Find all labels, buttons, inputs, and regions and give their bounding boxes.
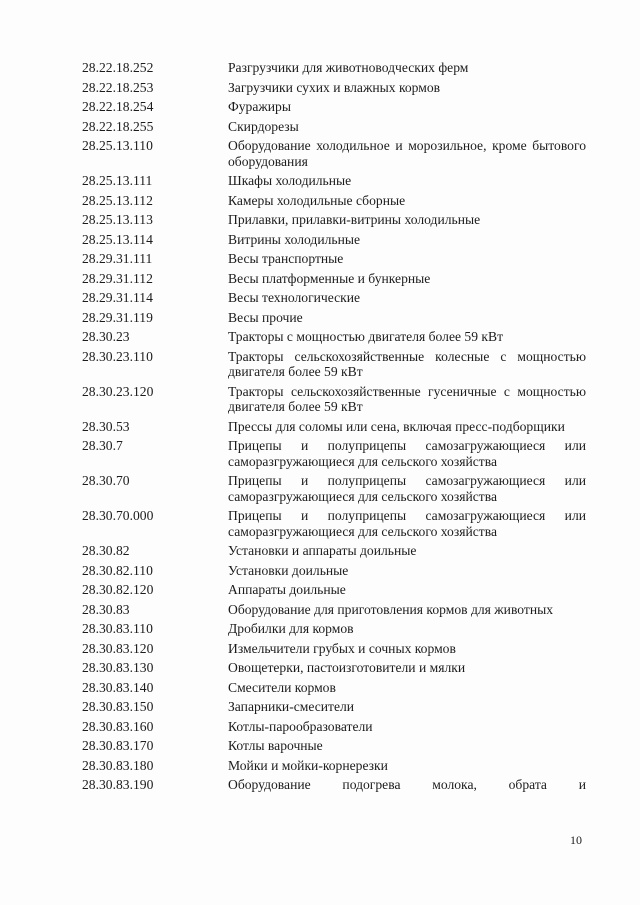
table-row <box>82 658 586 678</box>
table-row <box>82 249 586 269</box>
okpd-code: 28.22.18.255 <box>82 118 154 134</box>
item-description: Витрины холодильные <box>228 231 361 247</box>
table-row <box>82 288 586 308</box>
item-description: Дробилки для кормов <box>228 621 354 636</box>
okpd-code: 28.30.83.120 <box>82 640 154 656</box>
item-description: Прицепы и полуприцепы самозагружающиеся или саморазгружающиеся для сельского хозяйства <box>228 473 586 504</box>
okpd-code: 28.29.31.119 <box>82 309 153 325</box>
table-row <box>82 191 586 211</box>
table-row <box>82 639 586 659</box>
table-row <box>82 506 586 541</box>
item-description: Овощетерки, пастоизготовители и мялки <box>228 660 466 675</box>
table-row <box>82 117 586 137</box>
table-row <box>82 619 586 639</box>
item-description: Тракторы сельскохозяйственные колесные с мощностью двигателя более 59 кВт <box>228 348 586 379</box>
item-description: Весы прочие <box>228 309 303 325</box>
item-description: Установки доильные <box>228 562 349 578</box>
item-description: Шкафы холодильные <box>228 173 352 188</box>
table-row <box>82 436 586 471</box>
table-row <box>82 697 586 717</box>
item-description: Котлы-парообразователи <box>228 718 373 734</box>
okpd-code: 28.22.18.252 <box>82 60 154 75</box>
table-row <box>82 97 586 117</box>
okpd-code: 28.30.83.150 <box>82 699 154 714</box>
item-description: Скирдорезы <box>228 118 299 134</box>
okpd-code: 28.30.83 <box>82 601 130 617</box>
okpd-code: 28.30.70 <box>82 473 130 488</box>
okpd-code: 28.25.13.113 <box>82 212 153 227</box>
okpd-code: 28.30.82 <box>82 543 130 558</box>
table-body <box>82 58 586 795</box>
okpd-code: 28.25.13.110 <box>82 138 153 153</box>
table-row <box>82 417 586 437</box>
okpd-code: 28.30.83.140 <box>82 679 154 695</box>
table-row <box>82 269 586 289</box>
table-row <box>82 717 586 737</box>
table-row <box>82 471 586 506</box>
table-row <box>82 230 586 250</box>
okpd-code: 28.25.13.112 <box>82 192 153 208</box>
okpd-code: 28.30.82.110 <box>82 562 153 578</box>
okpd-code: 28.22.18.253 <box>82 79 154 95</box>
okpd-code-table <box>82 58 586 795</box>
okpd-code: 28.30.83.180 <box>82 757 154 773</box>
item-description: Прилавки, прилавки-витрины холодильные <box>228 212 481 227</box>
item-description: Весы технологические <box>228 290 361 305</box>
okpd-code: 28.30.83.160 <box>82 718 154 734</box>
okpd-code: 28.30.53 <box>82 418 130 434</box>
table-row <box>82 775 586 795</box>
okpd-code: 28.30.70.000 <box>82 508 154 523</box>
table-row <box>82 78 586 98</box>
table-row <box>82 210 586 230</box>
item-description: Оборудование холодильное и морозильное, кроме бытового оборудования <box>228 138 586 169</box>
item-description: Аппараты доильные <box>228 582 346 597</box>
table-row <box>82 136 586 171</box>
table-row <box>82 382 586 417</box>
item-description: Котлы варочные <box>228 738 323 753</box>
item-description: Оборудование подогрева молока, обрата и <box>228 777 586 792</box>
okpd-code: 28.30.23.110 <box>82 348 153 364</box>
okpd-code: 28.30.82.120 <box>82 582 154 597</box>
item-description: Разгрузчики для животноводческих ферм <box>228 60 469 75</box>
item-description: Прицепы и полуприцепы самозагружающиеся или саморазгружающиеся для сельского хозяйства <box>228 438 586 469</box>
okpd-code: 28.30.23.120 <box>82 383 154 399</box>
okpd-code: 28.30.83.190 <box>82 777 154 792</box>
item-description: Весы платформенные и бункерные <box>228 270 431 286</box>
item-description: Установки и аппараты доильные <box>228 543 417 558</box>
okpd-code: 28.22.18.254 <box>82 99 154 114</box>
table-row <box>82 678 586 698</box>
okpd-code: 28.25.13.111 <box>82 173 153 188</box>
okpd-code: 28.29.31.114 <box>82 290 153 305</box>
item-description: Камеры холодильные сборные <box>228 192 406 208</box>
okpd-code: 28.30.7 <box>82 438 123 453</box>
okpd-code: 28.30.83.110 <box>82 621 153 636</box>
okpd-code: 28.30.83.130 <box>82 660 154 675</box>
table-row <box>82 580 586 600</box>
item-description: Прицепы и полуприцепы самозагружающиеся или саморазгружающиеся для сельского хозяйства <box>228 508 586 539</box>
table-row <box>82 308 586 328</box>
item-description: Смесители кормов <box>228 679 336 695</box>
item-description: Мойки и мойки-корнерезки <box>228 757 388 773</box>
item-description: Тракторы сельскохозяйственные гусеничные с мощностью двигателя более 59 кВт <box>228 383 586 414</box>
table-row <box>82 756 586 776</box>
okpd-code: 28.29.31.111 <box>82 251 153 266</box>
table-row <box>82 561 586 581</box>
item-description: Фуражиры <box>228 99 291 114</box>
page-number: 10 <box>570 833 582 847</box>
okpd-code: 28.29.31.112 <box>82 270 153 286</box>
item-description: Оборудование для приготовления кормов для животных <box>228 601 554 617</box>
table-row <box>82 327 586 347</box>
item-description: Загрузчики сухих и влажных кормов <box>228 79 441 95</box>
table-row <box>82 347 586 382</box>
item-description: Прессы для соломы или сена, включая пресс-подборщики <box>228 418 565 434</box>
table-row <box>82 600 586 620</box>
item-description: Тракторы с мощностью двигателя более 59 кВт <box>228 329 504 344</box>
item-description: Измельчители грубых и сочных кормов <box>228 640 456 656</box>
table-row <box>82 736 586 756</box>
okpd-code: 28.30.23 <box>82 329 130 344</box>
item-description: Весы транспортные <box>228 251 344 266</box>
item-description: Запарники-смесители <box>228 699 355 714</box>
table-row <box>82 171 586 191</box>
okpd-code: 28.25.13.114 <box>82 231 153 247</box>
okpd-code: 28.30.83.170 <box>82 738 154 753</box>
table-row <box>82 58 586 78</box>
table-row <box>82 541 586 561</box>
